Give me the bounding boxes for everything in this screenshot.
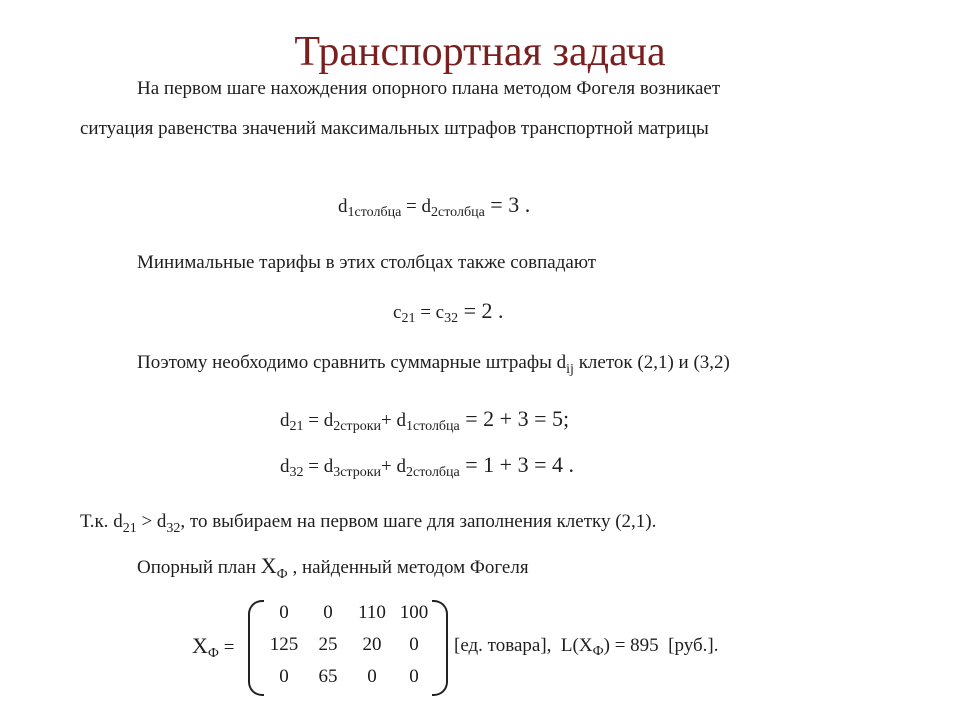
paragraph-4: Поэтому необходимо сравнить суммарные штрафы $d_{ij}$ клеток (2,1) и (3,2) xyxy=(137,352,730,377)
matrix-cell: 0 xyxy=(279,602,289,623)
formula-d21: $d_{21} = d_{2строки}+ d_{1столбца} = 2 + 3 = 5$; xyxy=(280,406,570,434)
matrix-cell: 125 xyxy=(269,634,299,655)
paragraph-5: Т.к. $d_{21} > d_{32}$, то выбираем на первом шаге для заполнения клетку (2,1). xyxy=(80,511,657,536)
matrix-cell: 65 xyxy=(318,666,338,687)
plan-lhs: $X_Ф$ = xyxy=(192,633,235,661)
formula-d32: $d_{32} = d_{3строки}+ d_{2столбца} = 1 + 3 = 4$ . xyxy=(280,452,574,480)
formula-penalty-equality: $d_{1столбца} = d_{2столбца} = 3$ . xyxy=(338,192,531,220)
plan-matrix xyxy=(248,600,448,690)
matrix-cell: 0 xyxy=(367,666,377,687)
paragraph-6: Опорный план $X_Ф$ , найденный методом Фогеля xyxy=(137,553,529,582)
matrix-cell: 20 xyxy=(362,634,382,655)
paragraph-3: Минимальные тарифы в этих столбцах также совпадают xyxy=(137,252,597,273)
formula-min-tariffs: $c_{21} = c_{32} = 2$ . xyxy=(393,298,504,326)
matrix-cell: 0 xyxy=(409,634,419,655)
paragraph-1: На первом шаге нахождения опорного плана методом Фогеля возникает xyxy=(137,78,721,99)
matrix-cell: 0 xyxy=(323,602,333,623)
matrix-cell: 0 xyxy=(279,666,289,687)
matrix-cell: 0 xyxy=(409,666,419,687)
paragraph-2: ситуация равенства значений максимальных штрафов транспортной матрицы xyxy=(80,118,709,139)
matrix-cell: 110 xyxy=(358,602,386,623)
slide-title: Транспортная задача xyxy=(294,29,666,75)
plan-rhs: [ед. товара], $L(X_Ф) = 895$ [руб.]. xyxy=(454,635,719,659)
matrix-cell: 25 xyxy=(318,634,338,655)
matrix-cell: 100 xyxy=(399,602,429,623)
